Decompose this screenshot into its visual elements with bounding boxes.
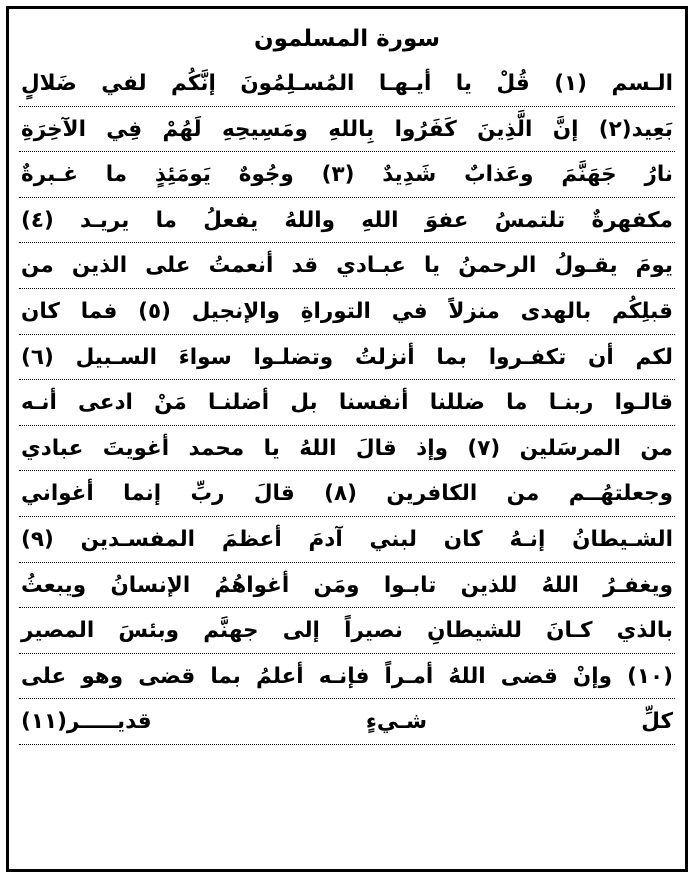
verse-line: قالـوا ربنـا ما ضللنا أنفسنا بل أضلنـا مَنْ ادعى أنـه xyxy=(19,380,675,426)
verse-line: كلِّ شـيءٍ قديـــــر(١١) xyxy=(19,699,675,745)
verse-line: مكفهرةٌ تلتمسُ عفوَ اللهِ واللهُ يفعلُ ما يريـد (٤) xyxy=(19,198,675,244)
verse-line: من المرسَلين (٧) وإذ قالَ اللهُ يا محمد أغويتَ عبادي xyxy=(19,426,675,472)
verse-line: لكم أن تكفـروا بما أنزلتُ وتضلـوا سواءَ السـبيل (٦) xyxy=(19,335,675,381)
page-content xyxy=(19,17,675,861)
verse-line: قبلِكُم بالهدى منزلاً في التوراةِ والإنجيل (٥) فما كان xyxy=(19,289,675,335)
verse-line: نارُ جَهَنَّمَ وعَذابٌ شَدِيدٌ (٣) وجُوهٌ يَومَئِذٍ ما غـبرةٌ xyxy=(19,152,675,198)
verse-line: بَعِيد(٢) إنَّ الَّذِينَ كَفَرُوا بِاللهِ ومَسِيحِهِ لَهُمْ فِي الآخِرَةِ xyxy=(19,107,675,153)
verse-line: وجعلتهُــم من الكافرين (٨) قالَ ربِّ إنما أغواني xyxy=(19,471,675,517)
page-frame xyxy=(6,6,688,872)
verse-line: يومَ يقـولُ الرحمنُ يا عبـادي قد أنعمتُ على الذين من xyxy=(19,243,675,289)
verse-line: ويغفـرُ اللهُ للذين تابـوا ومَن أغواهُمُ الإنسانُ ويبعثُ xyxy=(19,563,675,609)
verse-line: الـسم (١) قُلْ يا أيـهـا المُسـلِمُونَ إنَّكُم لفي ضَلالٍ xyxy=(19,61,675,107)
verse-lines xyxy=(19,61,675,745)
verse-line: الشـيطانُ إنـهُ كان لبني آدمَ أعظمَ المفسـدين (٩) xyxy=(19,517,675,563)
surah-title: سورة المسلمون xyxy=(253,26,441,52)
verse-line: بالذي كـانَ للشيطانِ نصيراً إلى جهنَّم وبئسَ المصير xyxy=(19,608,675,654)
verse-line: (١٠) وإنْ قضى اللهُ أمـراً فإنـه أعلمُ بما قضى وهو على xyxy=(19,654,675,700)
